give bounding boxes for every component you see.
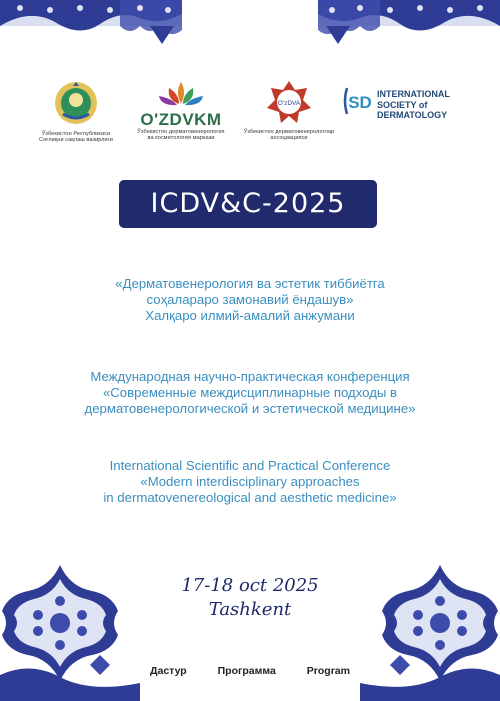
uzbek-line1: «Дерматовенерология ва эстетик тиббиётга (115, 276, 385, 291)
emblem-caption-line2: Соғлиқни сақлаш вазирлиги (39, 137, 113, 143)
emblem-logo (36, 80, 116, 143)
ornament-bottom-left (0, 565, 140, 701)
conference-title-badge: ICDV&C-2025 (119, 180, 377, 228)
ozdvkm-caption-line2: ва косметология маркази (147, 135, 215, 141)
isd-mark-icon (341, 84, 375, 118)
ozdvkm-flower-icon (149, 78, 213, 106)
uzbek-line3: Халқаро илмий-амалий анжумани (145, 308, 355, 323)
russian-title-block (40, 369, 460, 417)
ornament-bottom-right (360, 565, 500, 701)
link-programma[interactable]: Программа (217, 665, 276, 677)
ornament-top-left (0, 0, 182, 50)
ozdva-caption-line2: ассоциацияси (270, 135, 308, 141)
event-date: 17-18 oct 2025 (181, 575, 319, 596)
isd-line3: DERMATOLOGY (377, 110, 448, 120)
isd-line1: INTERNATIONAL (377, 89, 450, 99)
uzbek-line2: соҳалараро замонавий ёндашув» (146, 292, 354, 307)
state-emblem-icon (53, 80, 99, 126)
program-links (0, 665, 500, 677)
ozdvkm-caption-line1: Ўзбекистон дерматовенерология (137, 129, 225, 135)
ozdvkm-wordmark: O'ZDVKM (140, 110, 222, 129)
ozdva-caption-line1: Ўзбекистон дерматовенерологлар (243, 129, 335, 135)
ornament-top-right (318, 0, 500, 50)
english-line3: in dermatovenereological and aesthetic medicine» (103, 490, 397, 505)
english-line2: «Modern interdisciplinary approaches (140, 474, 360, 489)
link-program[interactable]: Program (306, 665, 350, 677)
english-title-block (40, 458, 460, 506)
ozdva-logo (243, 80, 335, 141)
link-dastur[interactable]: Дастур (150, 665, 187, 677)
isd-wordmark (377, 89, 450, 121)
ozdva-mark-text: O'zDVA (277, 100, 301, 107)
english-line1: International Scientific and Practical Conference (109, 458, 391, 473)
russian-line2: «Современные междисциплинарные подходы в (102, 385, 398, 400)
uzbek-title-block (40, 276, 460, 324)
ozdva-star-icon (265, 80, 313, 124)
russian-line3: дерматовенерологической и эстетической медицине» (84, 401, 416, 416)
isd-mark-text: SD (348, 93, 372, 112)
event-city: Tashkent (208, 599, 292, 620)
russian-line1: Международная научно-практическая конференция (90, 369, 410, 384)
isd-line2: SOCIETY of (377, 99, 428, 110)
isd-logo (340, 84, 376, 123)
ozdvkm-logo (134, 78, 228, 141)
emblem-caption-line1: Ўзбекистон Республикаси (41, 131, 111, 137)
